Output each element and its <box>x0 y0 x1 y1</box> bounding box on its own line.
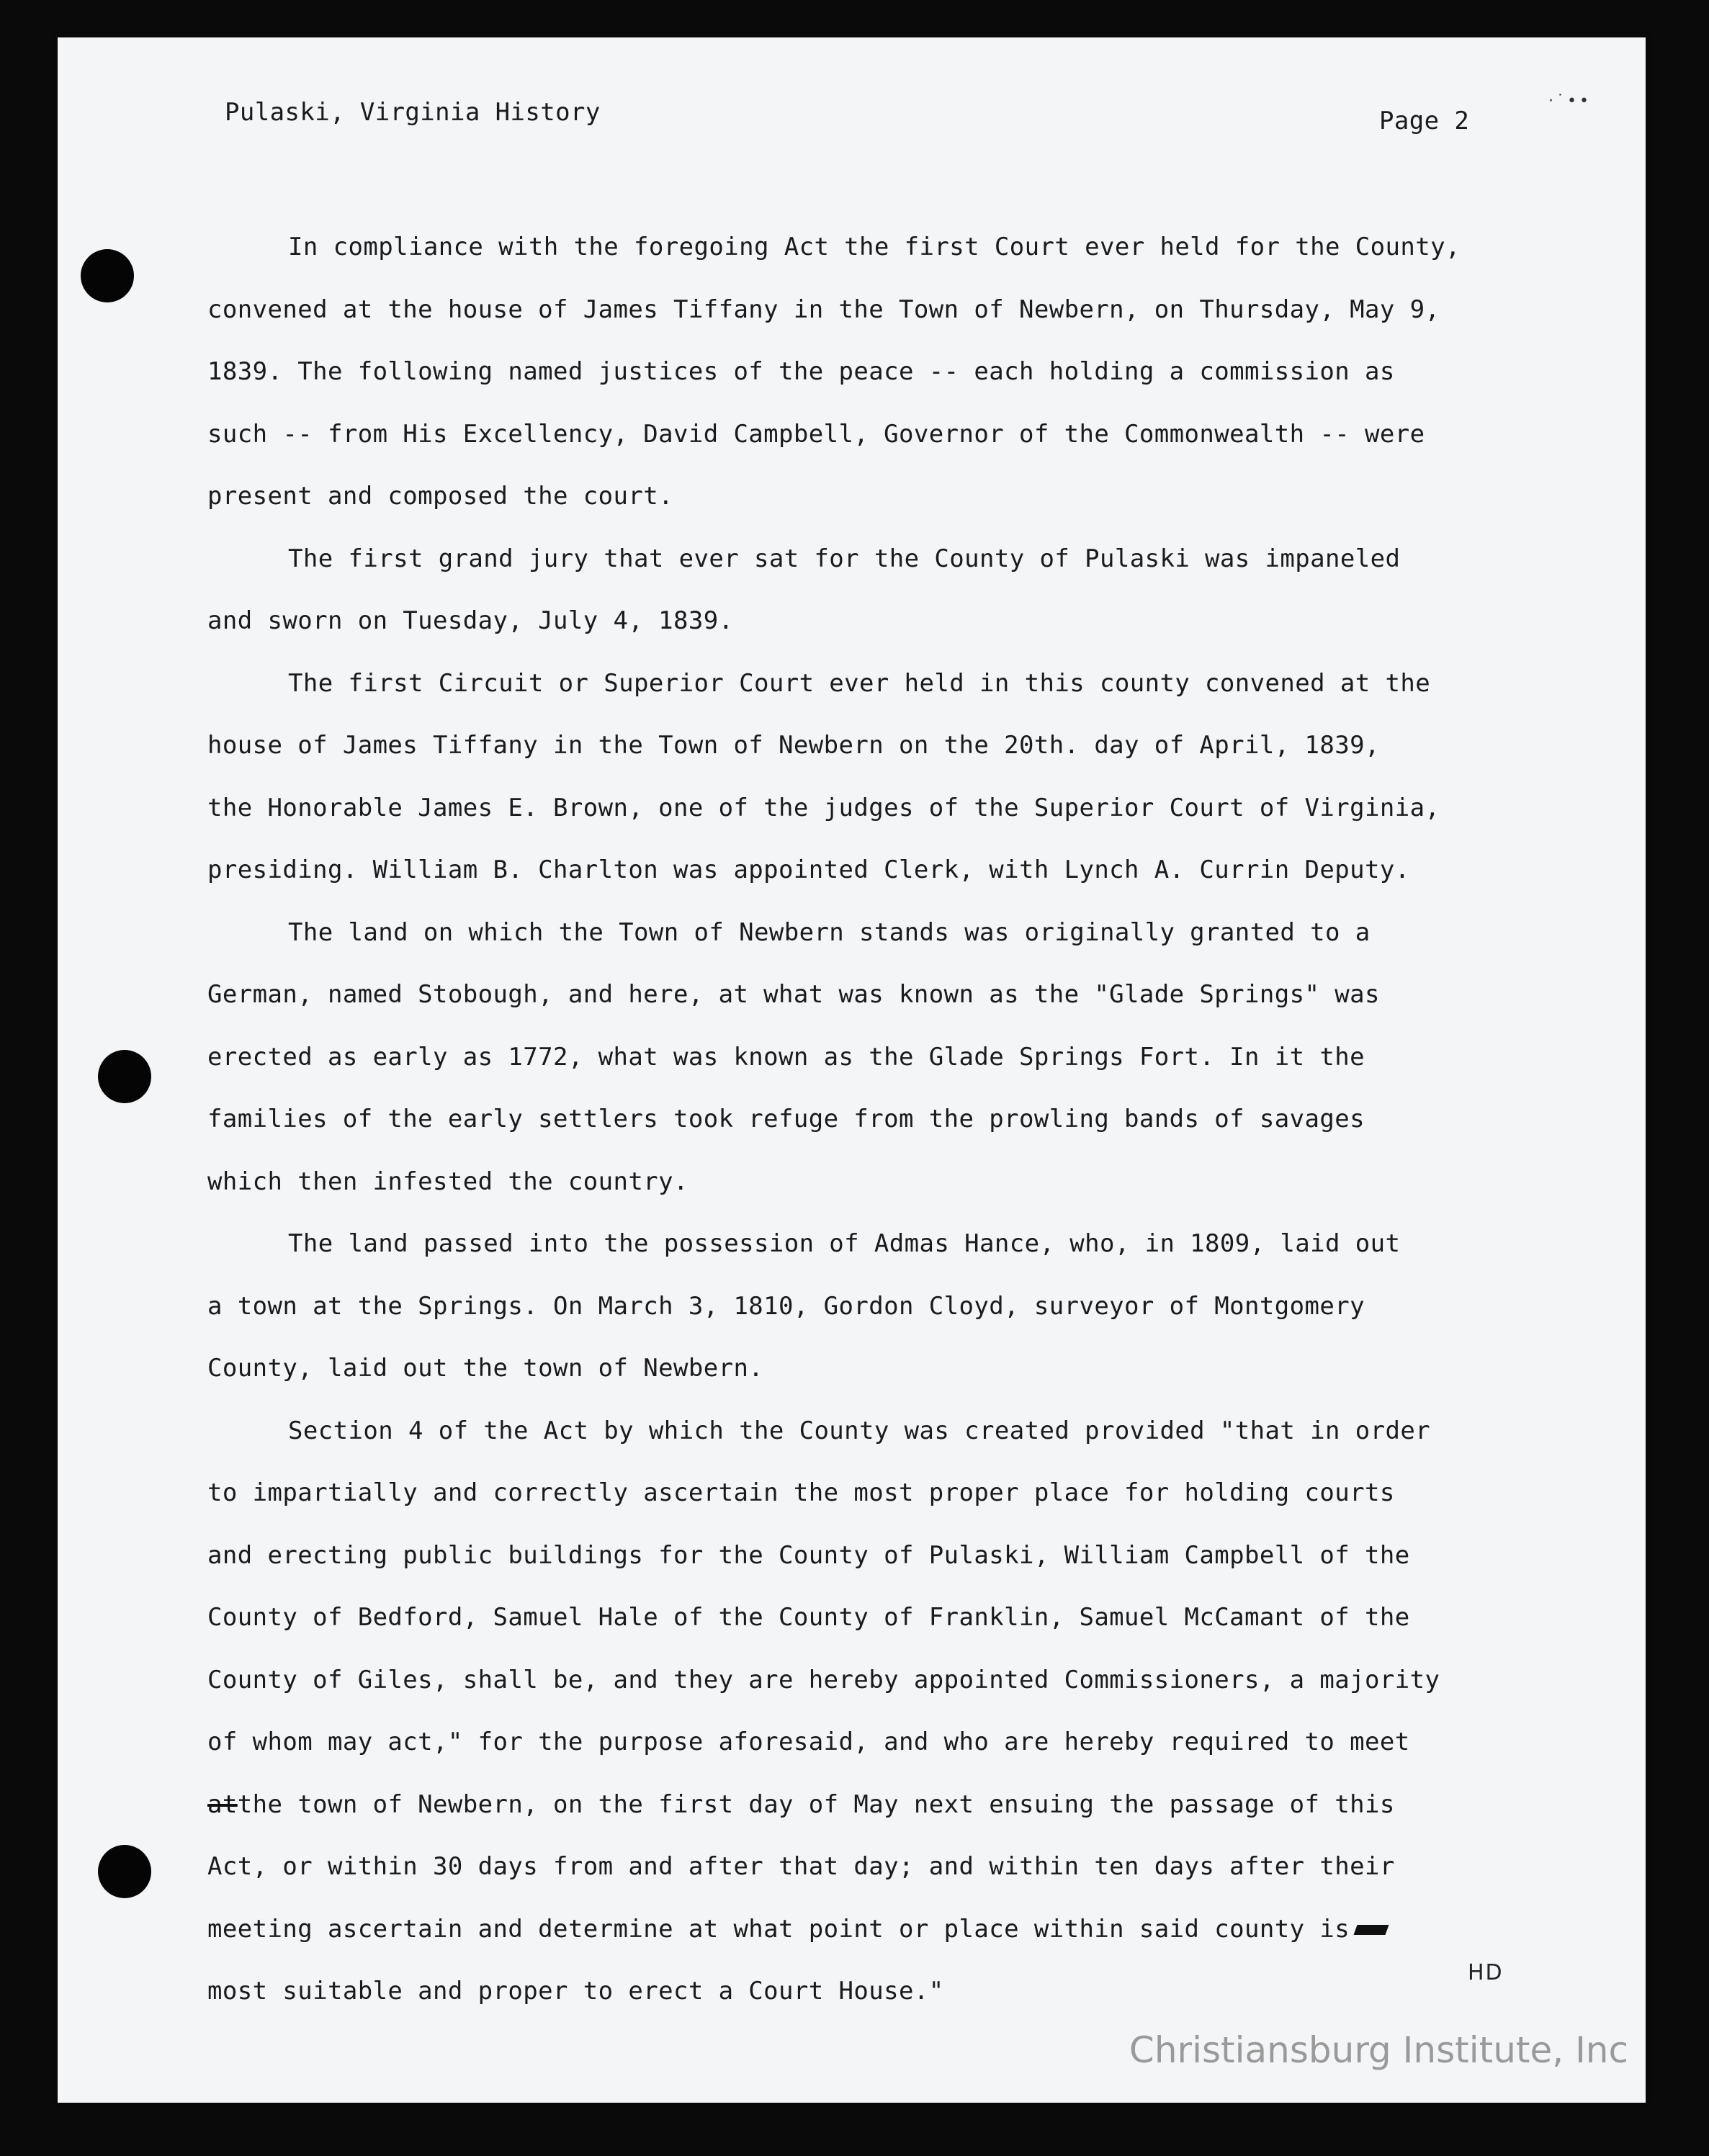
text-line: present and composed the court. <box>207 482 673 511</box>
text-line: The first grand jury that ever sat for the County of Pulaski was impaneled <box>288 544 1401 573</box>
text-line <box>207 1898 1533 1961</box>
paragraph-land-passed <box>207 1213 1533 1400</box>
text-line: house of James Tiffany in the Town of Newbern on the 20th. day of April, 1839, <box>207 731 1380 760</box>
paragraph-section-4 <box>207 1400 1533 2023</box>
text-line: and erecting public buildings for the County of Pulaski, William Campbell of the <box>207 1540 1410 1570</box>
text-line: families of the early settlers took refuge from the prowling bands of savages <box>207 1105 1365 1133</box>
text-line: most suitable and proper to erect a Court House." <box>207 1977 944 2005</box>
text-line: Act, or within 30 days from and after that day; and within ten days after their <box>207 1852 1395 1881</box>
text-line: German, named Stobough, and here, at what was known as the "Glade Springs" was <box>207 980 1380 1009</box>
text-line: In compliance with the foregoing Act the first Court ever held for the County, <box>288 233 1461 261</box>
page-header-title: Pulaski, Virginia History <box>225 98 601 127</box>
text-line: presiding. William B. Charlton was appointed Clerk, with Lynch A. Currin Deputy. <box>207 855 1410 884</box>
text-line: convened at the house of James Tiffany in the Town of Newbern, on Thursday, May 9, <box>207 295 1440 324</box>
text-line: such -- from His Excellency, David Campbell, Governor of the Commonwealth -- were <box>207 419 1425 449</box>
text-line: and sworn on Tuesday, July 4, 1839. <box>207 606 734 635</box>
text-line: a town at the Springs. On March 3, 1810, Gordon Cloyd, surveyor of Montgomery <box>207 1291 1365 1321</box>
text-line: The land on which the Town of Newbern stands was originally granted to a <box>288 917 1371 947</box>
text-line: County, laid out the town of Newbern. <box>207 1354 764 1383</box>
watermark-text: Christiansburg Institute, Inc <box>1129 2029 1628 2071</box>
text-line: County of Giles, shall be, and they are hereby appointed Commissioners, a majority <box>207 1665 1440 1694</box>
punch-hole-middle <box>98 1050 151 1103</box>
punch-hole-top <box>81 249 134 302</box>
text-line: The land passed into the possession of Admas Hance, who, in 1809, laid out <box>288 1229 1401 1258</box>
paragraph-first-court <box>207 216 1533 528</box>
paragraph-circuit-court <box>207 652 1533 902</box>
text-line: The first Circuit or Superior Court ever held in this county convened at the <box>288 668 1431 698</box>
struck-word: at <box>207 1789 238 1819</box>
text-line: the Honorable James E. Brown, one of the judges of the Superior Court of Virginia, <box>207 793 1440 822</box>
line-continuation: the town of Newbern, on the first day of May next ensuing the passage of this <box>237 1789 1395 1819</box>
paragraph-grand-jury <box>207 528 1533 652</box>
text-line: erected as early as 1772, what was known as the Glade Springs Fort. In it the <box>207 1042 1365 1072</box>
paragraph-town-land <box>207 902 1533 1213</box>
text-line <box>207 1774 1533 1836</box>
text-line: 1839. The following named justices of the peace -- each holding a commission as <box>207 357 1395 386</box>
punch-hole-bottom <box>98 1845 151 1898</box>
text-line: of whom may act," for the purpose aforesaid, and who are hereby required to meet <box>207 1728 1410 1756</box>
document-body <box>207 216 1533 2023</box>
text-line: to impartially and correctly ascertain the most proper place for holding courts <box>207 1478 1395 1507</box>
ink-specks: ·˙•• <box>1548 92 1592 110</box>
handwritten-initials: HD <box>1468 1960 1504 1985</box>
text-line: which then infested the country. <box>207 1167 688 1196</box>
ink-scribble <box>1354 1925 1389 1935</box>
line-text: meeting ascertain and determine at what point or place within said county is <box>207 1914 1350 1944</box>
page-number: Page 2 <box>1379 107 1470 135</box>
text-line: Section 4 of the Act by which the County was created provided "that in order <box>288 1416 1431 1445</box>
text-line: County of Bedford, Samuel Hale of the County of Franklin, Samuel McCamant of the <box>207 1603 1410 1632</box>
